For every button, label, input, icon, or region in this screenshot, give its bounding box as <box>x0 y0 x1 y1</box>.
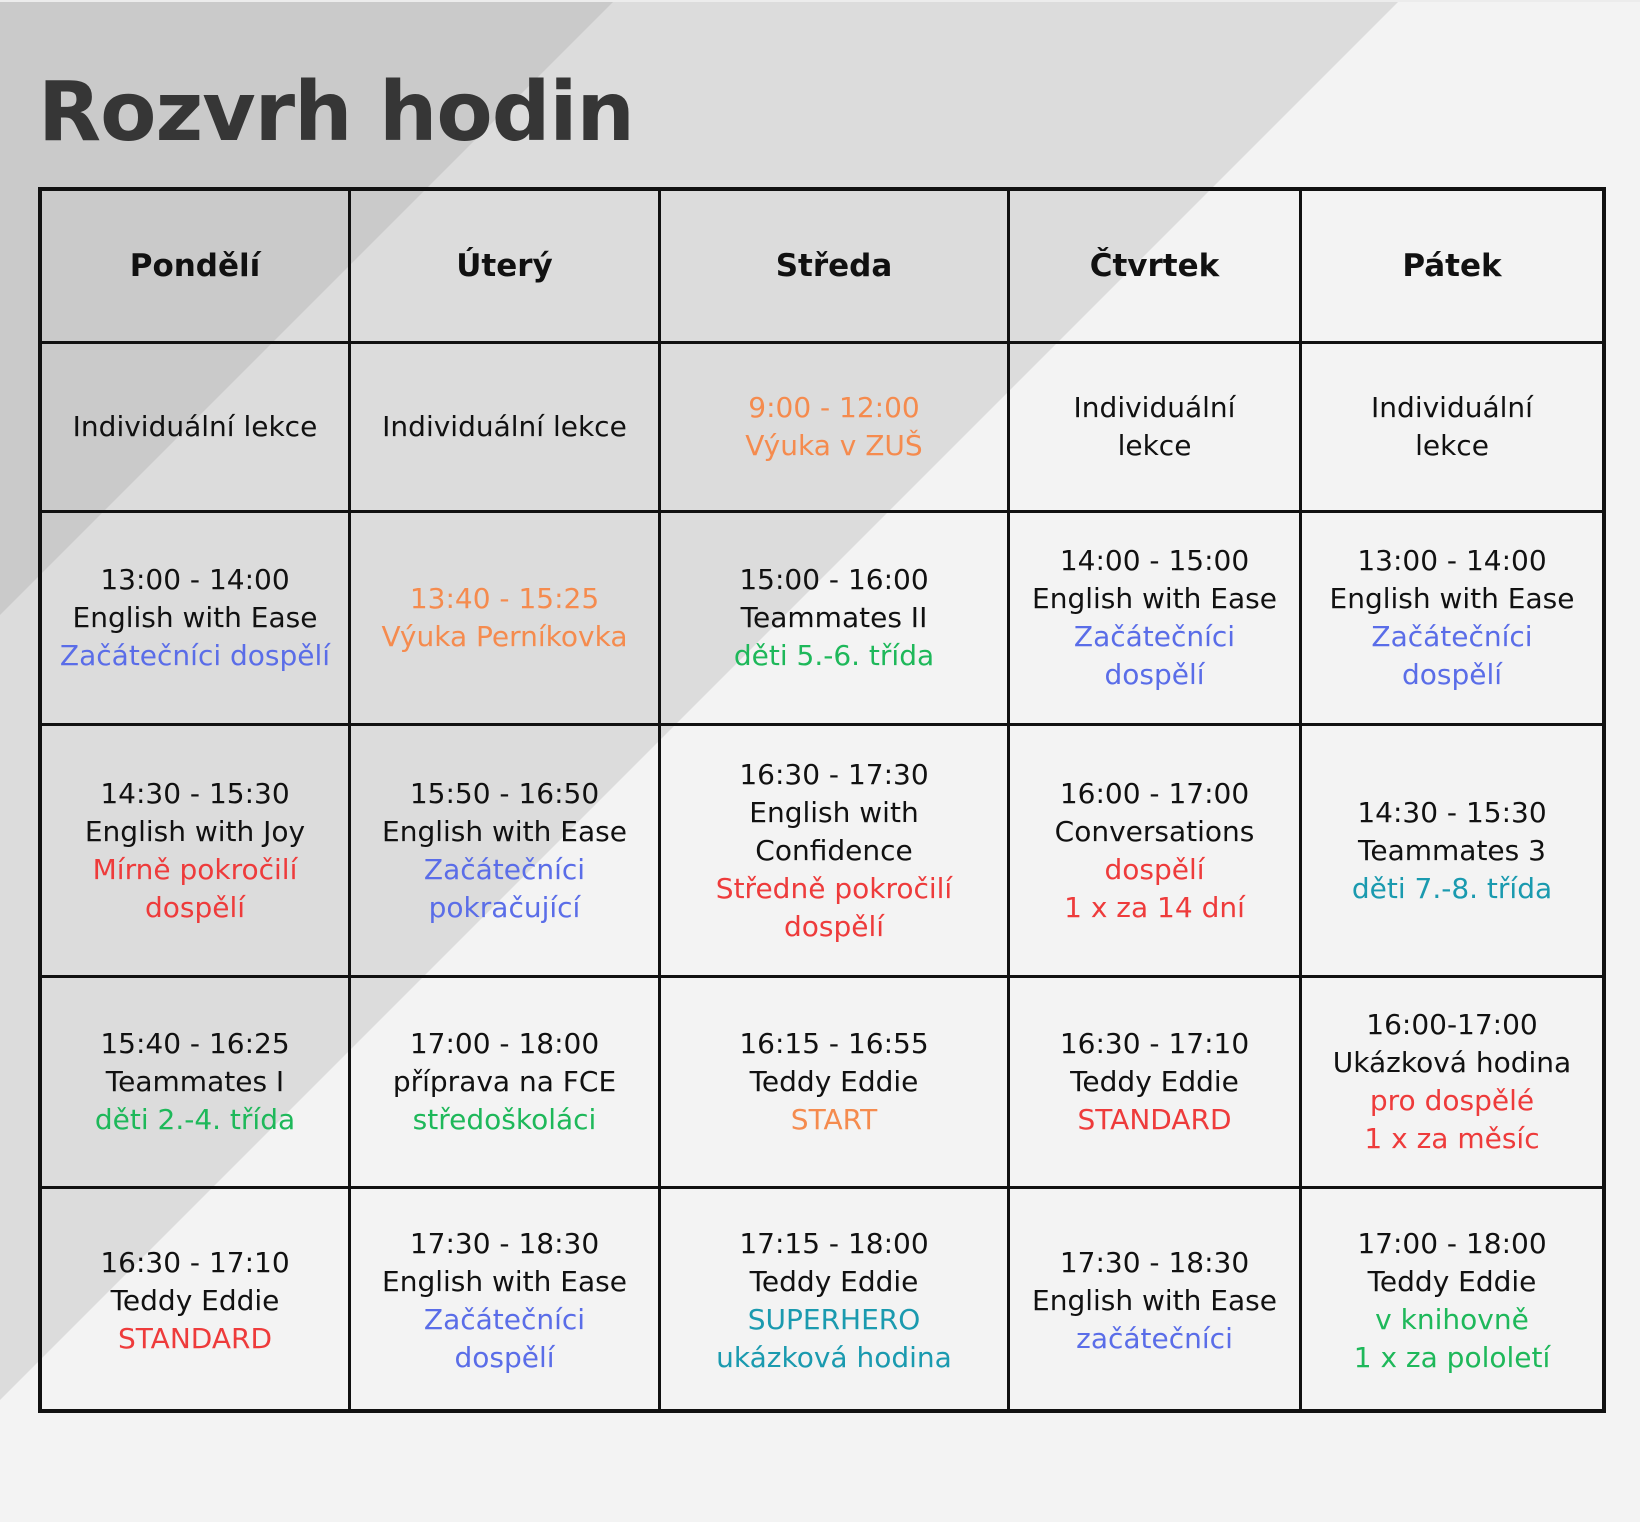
day-header-wednesday: Středa <box>661 191 1010 344</box>
lesson-frequency: 1 x za měsíc <box>1364 1122 1540 1155</box>
lesson-title: English with Joy <box>84 814 306 848</box>
lesson-title: Teammates 3 <box>1358 833 1546 867</box>
lesson-title: English with Ease <box>1032 582 1277 615</box>
lesson-level: Středně pokročilí dospělí <box>715 871 953 943</box>
lesson-level: Začátečníci dospělí <box>59 639 331 672</box>
lesson-time: 9:00 - 12:00 <box>748 391 920 424</box>
lesson-title: Individuální lekce <box>382 410 627 443</box>
lesson-level: STANDARD <box>1077 1103 1232 1136</box>
lesson-time: 16:30 - 17:10 <box>1059 1027 1250 1060</box>
lesson-cell <box>1010 726 1302 978</box>
lesson-level: Začátečníci dospělí <box>423 1303 586 1374</box>
lesson-cell <box>1302 513 1602 726</box>
lesson-title: Teddy Eddie <box>1367 1265 1537 1298</box>
lesson-title: Conversations <box>1054 814 1255 848</box>
lesson-level: děti 7.-8. třída <box>1351 871 1553 905</box>
lesson-time: 16:15 - 16:55 <box>739 1027 929 1060</box>
lesson-title: Ukázková hodina <box>1332 1046 1572 1079</box>
lesson-cell <box>1010 978 1302 1189</box>
lesson-title: příprava na FCE <box>392 1065 617 1098</box>
lesson-title: Individuální lekce <box>1073 391 1236 462</box>
lesson-level: Mírně pokročilí dospělí <box>92 852 298 924</box>
lesson-title: Teddy Eddie <box>749 1065 919 1098</box>
lesson-level: v knihovně <box>1375 1303 1529 1336</box>
lesson-time: 14:30 - 15:30 <box>1357 795 1547 829</box>
lesson-time: 15:00 - 16:00 <box>739 563 929 596</box>
lesson-level: děti 5.-6. třída <box>733 639 935 672</box>
lesson-title: Individuální lekce <box>1371 391 1533 462</box>
page-title: Rozvrh hodin <box>38 65 634 160</box>
lesson-title: Výuka Perníkovka <box>381 620 628 653</box>
lesson-title: English with Ease <box>1329 582 1575 615</box>
lesson-time: 16:00 - 17:00 <box>1059 776 1250 810</box>
lesson-level: dospělí <box>1104 852 1205 886</box>
lesson-time: 17:30 - 18:30 <box>409 1227 600 1260</box>
lesson-time: 15:40 - 16:25 <box>100 1027 290 1060</box>
lesson-cell <box>1010 1189 1302 1413</box>
lesson-cell <box>42 513 351 726</box>
lesson-title: Teammates I <box>105 1065 285 1098</box>
lesson-cell <box>1302 1189 1602 1413</box>
day-header-friday: Pátek <box>1302 191 1602 344</box>
lesson-cell <box>1010 513 1302 726</box>
day-header-thursday: Čtvrtek <box>1010 191 1302 344</box>
lesson-title: Teammates II <box>740 601 928 634</box>
lesson-title: English with Ease <box>72 601 318 634</box>
lesson-cell <box>661 513 1010 726</box>
lesson-time: 17:00 - 18:00 <box>1357 1227 1547 1260</box>
lesson-time: 13:40 - 15:25 <box>409 582 600 615</box>
lesson-time: 15:50 - 16:50 <box>409 776 600 810</box>
lesson-time: 17:15 - 18:00 <box>739 1227 929 1260</box>
lesson-cell <box>661 344 1010 513</box>
lesson-level: středoškoláci <box>412 1103 597 1136</box>
lesson-cell <box>42 344 351 513</box>
lesson-level: START <box>790 1103 878 1136</box>
lesson-cell <box>661 978 1010 1189</box>
day-header-monday: Pondělí <box>42 191 351 344</box>
lesson-title: Teddy Eddie <box>749 1265 919 1298</box>
lesson-time: 13:00 - 14:00 <box>1357 544 1547 577</box>
lesson-title: Individuální lekce <box>72 410 318 443</box>
lesson-level: STANDARD <box>117 1322 273 1355</box>
lesson-title: English with Ease <box>1032 1284 1277 1317</box>
lesson-time: 14:30 - 15:30 <box>100 776 290 810</box>
lesson-cell <box>351 344 661 513</box>
lesson-time: 14:00 - 15:00 <box>1059 544 1250 577</box>
lesson-title: English with Ease <box>382 1265 627 1298</box>
lesson-cell <box>42 1189 351 1413</box>
lesson-time: 16:30 - 17:10 <box>100 1246 290 1279</box>
lesson-level: Začátečníci dospělí <box>1073 620 1236 691</box>
lesson-level: SUPERHERO <box>747 1303 921 1336</box>
lesson-cell <box>1302 978 1602 1189</box>
lesson-frequency: 1 x za pololetí <box>1353 1341 1551 1374</box>
lesson-level: Začátečníci pokračující <box>423 852 586 924</box>
lesson-cell <box>661 1189 1010 1413</box>
lesson-cell <box>351 513 661 726</box>
lesson-title: English with Ease <box>382 814 627 848</box>
lesson-title: Teddy Eddie <box>1070 1065 1239 1098</box>
lesson-cell <box>1302 726 1602 978</box>
lesson-level: pro dospělé <box>1369 1084 1535 1117</box>
lesson-time: 16:30 - 17:30 <box>739 757 929 791</box>
lesson-cell <box>661 726 1010 978</box>
lesson-level: Začátečníci dospělí <box>1371 620 1533 691</box>
lesson-time: 16:00-17:00 <box>1366 1008 1538 1041</box>
lesson-note: ukázková hodina <box>716 1341 952 1374</box>
lesson-time: 17:00 - 18:00 <box>409 1027 600 1060</box>
lesson-title: Teddy Eddie <box>110 1284 280 1317</box>
lesson-cell <box>351 726 661 978</box>
lesson-title: English with Confidence <box>749 795 919 867</box>
lesson-cell <box>42 726 351 978</box>
lesson-cell <box>1010 344 1302 513</box>
lesson-cell <box>1302 344 1602 513</box>
lesson-cell <box>351 978 661 1189</box>
schedule-table <box>38 187 1606 1413</box>
lesson-cell <box>351 1189 661 1413</box>
lesson-level: začátečníci <box>1076 1322 1233 1355</box>
lesson-time: 17:30 - 18:30 <box>1059 1246 1250 1279</box>
lesson-frequency: 1 x za 14 dní <box>1064 890 1245 924</box>
day-header-tuesday: Úterý <box>351 191 661 344</box>
lesson-cell <box>42 978 351 1189</box>
lesson-time: 13:00 - 14:00 <box>100 563 290 596</box>
lesson-level: děti 2.-4. třída <box>94 1103 296 1136</box>
lesson-title: Výuka v ZUŠ <box>745 429 923 462</box>
